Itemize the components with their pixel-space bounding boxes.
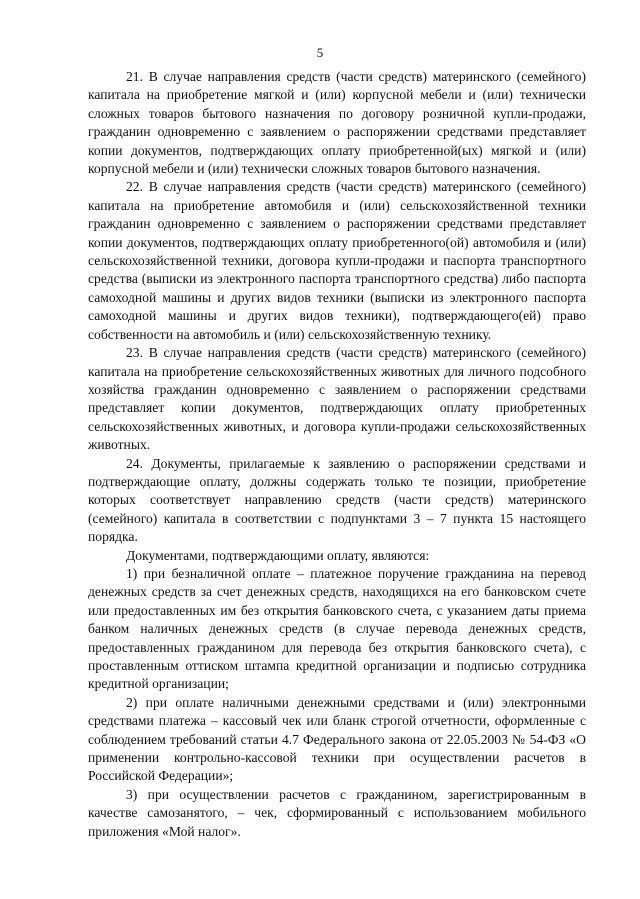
page-number: 5 <box>316 45 324 60</box>
paragraph-22: 22. В случае направления средств (части средств) материнского (семейного) капитала на приобретение автомобиля и (или) сельскохозяйственной техники гражданин одновременно с заявлением о распоряжении средствами представляет копии документов, подтверждающих оплату приобретенного(ой) автомобиля и (или) сельскохозяйственной техники, договора купли-продажи и паспорта транспортного средства (выписки из электронного паспорта транспортного средства) либо паспорта самоходной машины и других видов техники (выписки из электронного паспорта самоходной машины и других видов техники), подтверждающего(ей) право собственности на автомобиль и (или) сельскохозяйственную технику. <box>88 179 586 342</box>
list-item-cash: 2) при оплате наличными денежными средствами и (или) электронными средствами платежа – кассовый чек или бланк строгой отчетности, оформленные с соблюдением требований статьи 4.7 Федерального закона от 22.05.2003 № 54-ФЗ «О применении контрольно-кассовой техники при осуществлении расчетов в Российской Федерации»; <box>88 694 586 784</box>
list-item-cashless: 1) при безналичной оплате – платежное поручение гражданина на перевод денежных средств за счет денежных средств, находящихся на его банковском счете или предоставленных им без открытия банковского счета, с указанием даты приема банком наличных денежных средств (в случае перевода денежных средств, предоставленных гражданином для перевода без открытия банковского счета), с проставленным оттиском штампа кредитной организации и подписью сотрудника кредитной организации; <box>88 565 586 692</box>
payment-documents-intro: Документами, подтверждающими оплату, являются: <box>126 547 430 563</box>
paragraph-24: 24. Документы, прилагаемые к заявлению о распоряжении средствами и подтверждающие оплату, должны содержать только те позиции, приобретение которых соответствует направлению средств (части средств) материнского (семейного) капитала в соответствии с подпунктами 3 – 7 пункта 15 настоящего порядка. <box>88 455 586 545</box>
list-item-self-employed: 3) при осуществлении расчетов с гражданином, зарегистрированным в качестве самозанятого, – чек, сформированный с использованием мобильного приложения «Мой налог». <box>88 786 586 839</box>
document-body <box>88 68 586 841</box>
paragraph-23: 23. В случае направления средств (части средств) материнского (семейного) капитала на приобретение сельскохозяйственных животных для личного подсобного хозяйства гражданин одновременно с заявлением о распоряжении средствами представляет копии документов, подтверждающих оплату приобретенных сельскохозяйственных животных, и договора купли-продажи сельскохозяйственных животных. <box>88 345 586 453</box>
paragraph-21: 21. В случае направления средств (части средств) материнского (семейного) капитала на приобретение мягкой и (или) корпусной мебели и (или) технически сложных товаров бытового назначения по договору розничной купли-продажи, гражданин одновременно с заявлением о распоряжении средствами представляет копии документов, подтверждающих оплату приобретенной(ых) мягкой и (или) корпусной мебели и (или) технически сложных товаров бытового назначения. <box>88 69 586 177</box>
